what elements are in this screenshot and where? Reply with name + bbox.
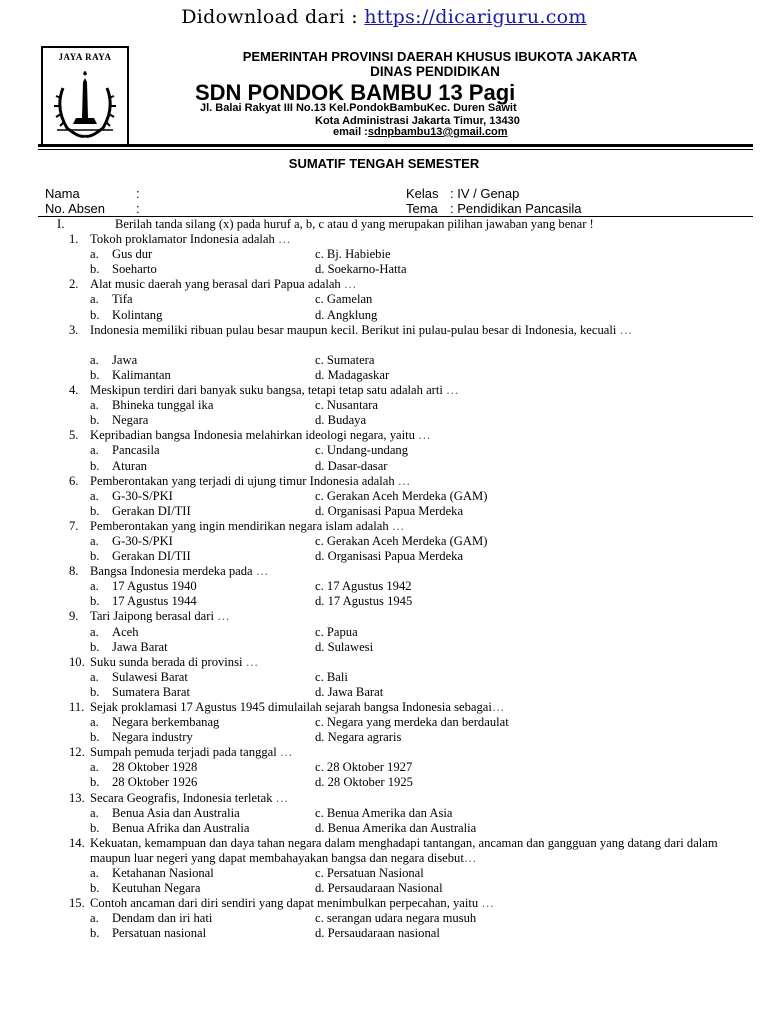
- question-number: 15.: [69, 896, 85, 911]
- option-d-text[interactable]: Persaudaraan nasional: [327, 926, 440, 941]
- option-letter-b[interactable]: b.: [90, 503, 100, 518]
- option-d[interactable]: [315, 775, 413, 790]
- option-c-text[interactable]: Negara yang merdeka dan berdaulat: [326, 715, 509, 730]
- option-letter-c[interactable]: c.: [315, 911, 327, 926]
- option-letter-c[interactable]: c.: [315, 624, 327, 639]
- school-name: SDN PONDOK BAMBU 13 Pagi: [195, 80, 516, 105]
- option-a[interactable]: Aceh: [112, 624, 139, 639]
- option-c[interactable]: [315, 398, 378, 413]
- option-letter-b[interactable]: b.: [90, 367, 100, 382]
- question-ellipsis: …: [616, 322, 633, 337]
- option-letter-d[interactable]: d.: [315, 730, 328, 745]
- question-text-body: Sumpah pemuda terjadi pada tanggal: [90, 745, 277, 760]
- question-text: [90, 655, 745, 670]
- question-ellipsis: …: [272, 790, 289, 805]
- school-address: Jl. Balai Rakyat III No.13 Kel.PondokBambuKec. Duren Sawit: [200, 102, 517, 114]
- question-text: [90, 323, 745, 338]
- option-c[interactable]: [315, 292, 372, 307]
- option-letter-c[interactable]: c.: [315, 398, 327, 413]
- question-number: 8.: [69, 564, 79, 579]
- option-a[interactable]: Bhineka tunggal ika: [112, 398, 214, 413]
- option-row: [0, 881, 768, 896]
- option-c-text[interactable]: Gerakan Aceh Merdeka (GAM): [326, 488, 488, 503]
- question-row: [0, 564, 768, 579]
- question-text: [90, 609, 745, 624]
- option-d[interactable]: [315, 685, 383, 700]
- option-c-text[interactable]: Persatuan Nasional: [326, 866, 424, 881]
- option-c[interactable]: [315, 670, 348, 685]
- question-number: 4.: [69, 383, 79, 398]
- option-row: [0, 262, 768, 277]
- question-number: 9.: [69, 609, 79, 624]
- instruction-number: I.: [57, 217, 65, 231]
- question-number: 3.: [69, 322, 79, 337]
- option-row: [0, 730, 768, 745]
- option-row: [0, 413, 768, 428]
- option-c-text[interactable]: 28 Oktober 1927: [326, 760, 413, 775]
- question-text-body: Suku sunda berada di provinsi: [90, 654, 243, 669]
- question-ellipsis: …: [394, 473, 411, 488]
- option-b[interactable]: Kolintang: [112, 307, 163, 322]
- question-text-body: Indonesia memiliki ribuan pulau besar maupun kecil. Berikut ini pulau-pulau besar di Indonesia, kecuali: [90, 322, 617, 337]
- option-d-text[interactable]: Organisasi Papua Merdeka: [327, 503, 464, 518]
- nama-separator: :: [136, 186, 140, 201]
- option-b[interactable]: Benua Afrika dan Australia: [112, 820, 250, 835]
- option-row: [0, 640, 768, 655]
- option-c-text[interactable]: Sumatera: [326, 352, 375, 367]
- monas-emblem-icon: [43, 48, 127, 145]
- option-letter-d[interactable]: d.: [315, 307, 327, 322]
- option-row: [0, 368, 768, 383]
- option-d-text[interactable]: Benua Amerika dan Australia: [327, 820, 477, 835]
- option-letter-d[interactable]: d.: [315, 881, 328, 896]
- question-text-body: Tari Jaipong berasal dari: [90, 609, 214, 624]
- option-c-text[interactable]: Bj. Habiebie: [326, 247, 391, 262]
- option-letter-a[interactable]: a.: [90, 292, 99, 307]
- option-letter-b[interactable]: b.: [90, 881, 100, 896]
- option-d-text[interactable]: Budaya: [327, 413, 367, 428]
- option-c[interactable]: [315, 760, 412, 775]
- option-row: [0, 670, 768, 685]
- option-c[interactable]: [315, 443, 408, 458]
- question-ellipsis: …: [478, 896, 494, 911]
- option-row: [0, 866, 768, 881]
- option-letter-a[interactable]: a.: [90, 866, 99, 881]
- option-row: [0, 579, 768, 594]
- option-d[interactable]: [315, 926, 440, 941]
- option-letter-d[interactable]: d.: [315, 262, 328, 277]
- option-letter-b[interactable]: b.: [90, 820, 100, 835]
- option-letter-a[interactable]: a.: [90, 352, 99, 367]
- question-text-body: Pemberontakan yang ingin mendirikan negara islam adalah: [90, 518, 389, 533]
- option-c-text[interactable]: Gamelan: [326, 292, 373, 307]
- question-text: [90, 745, 745, 760]
- question-text: [90, 564, 745, 579]
- option-letter-a[interactable]: a.: [90, 715, 99, 730]
- option-letter-b[interactable]: b.: [90, 730, 100, 745]
- question-ellipsis: …: [442, 383, 459, 398]
- option-row: [0, 926, 768, 941]
- question-row: [0, 277, 768, 292]
- option-letter-d[interactable]: d.: [315, 458, 328, 473]
- option-c[interactable]: [315, 715, 509, 730]
- option-row: [0, 806, 768, 821]
- option-c-text[interactable]: serangan udara negara musuh: [326, 911, 477, 926]
- option-d-text[interactable]: 28 Oktober 1925: [327, 775, 413, 790]
- question-ellipsis: …: [252, 564, 269, 579]
- option-letter-a[interactable]: a.: [90, 533, 99, 548]
- question-ellipsis: …: [213, 609, 230, 624]
- header-government: PEMERINTAH PROVINSI DAERAH KHUSUS IBUKOTA JAKARTA: [242, 49, 638, 64]
- option-a[interactable]: Jawa: [112, 352, 138, 367]
- option-letter-d[interactable]: d.: [315, 367, 328, 382]
- option-letter-c[interactable]: c.: [315, 715, 327, 730]
- logo-motto: JAYA RAYA: [58, 52, 112, 62]
- question-row: [0, 428, 768, 443]
- question-text: [90, 383, 745, 398]
- option-letter-b[interactable]: b.: [90, 775, 100, 790]
- option-c[interactable]: [315, 911, 476, 926]
- option-d-text[interactable]: Dasar-dasar: [327, 458, 388, 473]
- option-a[interactable]: Dendam dan iri hati: [112, 911, 213, 926]
- option-row: [0, 504, 768, 519]
- question-text: [90, 519, 745, 534]
- option-letter-a[interactable]: a.: [90, 624, 99, 639]
- option-d-text[interactable]: Madagaskar: [327, 367, 390, 382]
- option-letter-a[interactable]: a.: [90, 579, 99, 594]
- question-text: [90, 428, 745, 443]
- question-row: [0, 896, 768, 911]
- question-text-body: Meskipun terdiri dari banyak suku bangsa, tetapi tetap satu adalah arti: [90, 383, 443, 398]
- question-ellipsis: …: [463, 850, 477, 865]
- option-letter-d[interactable]: d.: [315, 503, 328, 518]
- option-letter-b[interactable]: b.: [90, 594, 100, 609]
- kelas-label: Kelas: [406, 186, 439, 201]
- option-d[interactable]: [315, 594, 412, 609]
- option-row: [0, 760, 768, 775]
- option-c-text[interactable]: Bali: [326, 669, 348, 684]
- option-letter-b[interactable]: b.: [90, 549, 100, 564]
- absen-label: No. Absen: [45, 201, 105, 216]
- question-text: [90, 474, 745, 489]
- option-b[interactable]: 17 Agustus 1944: [112, 594, 197, 609]
- question-number: 13.: [69, 790, 85, 805]
- option-letter-d[interactable]: d.: [315, 684, 328, 699]
- option-d[interactable]: [315, 459, 387, 474]
- question-row: [0, 323, 768, 353]
- email-label: email :: [333, 126, 368, 138]
- option-c[interactable]: [315, 866, 424, 881]
- question-number: 5.: [69, 428, 79, 443]
- question-ellipsis: …: [242, 654, 259, 669]
- option-a[interactable]: Sulawesi Barat: [112, 669, 188, 684]
- option-d[interactable]: [315, 504, 463, 519]
- option-row: [0, 549, 768, 564]
- option-letter-b[interactable]: b.: [90, 413, 100, 428]
- option-row: [0, 308, 768, 323]
- option-d[interactable]: [315, 368, 389, 383]
- question-row: [0, 609, 768, 624]
- option-b[interactable]: Jawa Barat: [112, 639, 168, 654]
- tema-label: Tema: [406, 201, 438, 216]
- option-c[interactable]: [315, 806, 452, 821]
- option-letter-c[interactable]: c.: [315, 760, 327, 775]
- question-text-body: Alat music daerah yang berasal dari Papua adalah: [90, 277, 341, 292]
- option-d[interactable]: [315, 262, 407, 277]
- option-d-text[interactable]: Jawa Barat: [327, 684, 384, 699]
- option-row: [0, 247, 768, 262]
- tema-value: : Pendidikan Pancasila: [450, 201, 582, 216]
- question-text-body: Contoh ancaman dari diri sendiri yang dapat menimbulkan perpecahan, yaitu: [90, 896, 479, 911]
- download-prefix: Didownload dari :: [181, 6, 365, 28]
- option-d-text[interactable]: 17 Agustus 1945: [327, 594, 413, 609]
- option-c-text[interactable]: Undang-undang: [326, 443, 409, 458]
- jakarta-logo: [41, 46, 129, 147]
- question-row: [0, 836, 768, 866]
- question-text: [90, 232, 745, 247]
- option-a[interactable]: Tifa: [112, 292, 133, 307]
- option-d[interactable]: [315, 549, 463, 564]
- option-row: [0, 443, 768, 458]
- option-row: [0, 398, 768, 413]
- question-number: 2.: [69, 277, 79, 292]
- option-a[interactable]: 28 Oktober 1928: [112, 760, 198, 775]
- option-letter-a[interactable]: a.: [90, 398, 99, 413]
- option-d-text[interactable]: Angklung: [326, 307, 378, 322]
- option-a[interactable]: G-30-S/PKI: [112, 488, 173, 503]
- option-letter-c[interactable]: c.: [315, 805, 327, 820]
- question-number: 7.: [69, 518, 79, 533]
- option-letter-d[interactable]: d.: [315, 549, 328, 564]
- question-text: [90, 896, 745, 911]
- question-row: [0, 519, 768, 534]
- option-letter-a[interactable]: a.: [90, 805, 99, 820]
- option-letter-c[interactable]: c.: [315, 443, 327, 458]
- option-letter-d[interactable]: d.: [315, 594, 328, 609]
- option-b[interactable]: Keutuhan Negara: [112, 881, 201, 896]
- question-text-body: Tokoh proklamator Indonesia adalah: [90, 232, 275, 247]
- option-b[interactable]: Negara: [112, 413, 149, 428]
- exam-title: SUMATIF TENGAH SEMESTER: [288, 156, 480, 171]
- option-b[interactable]: 28 Oktober 1926: [112, 775, 198, 790]
- option-c-text[interactable]: Gerakan Aceh Merdeka (GAM): [326, 533, 488, 548]
- option-letter-c[interactable]: c.: [315, 669, 327, 684]
- question-text-body: Kepribadian bangsa Indonesia melahirkan ideologi negara, yaitu: [90, 428, 415, 443]
- option-letter-a[interactable]: a.: [90, 760, 99, 775]
- option-row: [0, 489, 768, 504]
- question-row: [0, 745, 768, 760]
- option-c[interactable]: [315, 489, 487, 504]
- option-row: [0, 685, 768, 700]
- option-row: [0, 625, 768, 640]
- option-letter-a[interactable]: a.: [90, 443, 99, 458]
- option-c[interactable]: [315, 579, 412, 594]
- option-c-text[interactable]: Benua Amerika dan Asia: [326, 805, 453, 820]
- option-a[interactable]: G-30-S/PKI: [112, 533, 173, 548]
- option-d[interactable]: [315, 308, 377, 323]
- option-c[interactable]: [315, 247, 391, 262]
- question-row: [0, 474, 768, 489]
- option-letter-b[interactable]: b.: [90, 926, 100, 941]
- option-a[interactable]: Gus dur: [112, 247, 153, 262]
- option-d[interactable]: [315, 821, 476, 836]
- option-a[interactable]: Negara berkembanag: [112, 715, 220, 730]
- question-text-body: Bangsa Indonesia merdeka pada: [90, 564, 253, 579]
- question-number: 12.: [69, 745, 85, 760]
- option-letter-a[interactable]: a.: [90, 247, 99, 262]
- question-text-body: Kekuatan, kemampuan dan daya tahan negara dalam menghadapi tantangan, ancaman dan gangguan yang datang dari dalam maupun luar negeri yang dapat membahayakan bangsa dan negara disebut: [90, 835, 718, 865]
- option-b[interactable]: Soeharto: [112, 262, 157, 277]
- option-d-text[interactable]: Sulawesi: [327, 639, 374, 654]
- option-a[interactable]: Benua Asia dan Australia: [112, 805, 240, 820]
- option-letter-d[interactable]: d.: [315, 639, 328, 654]
- option-b[interactable]: Persatuan nasional: [112, 926, 207, 941]
- school-city: Kota Administrasi Jakarta Timur, 13430: [315, 115, 520, 127]
- header-divider-thin: [38, 149, 753, 150]
- question-text: [90, 836, 745, 866]
- question-number: 6.: [69, 473, 79, 488]
- option-row: [0, 775, 768, 790]
- option-row: [0, 715, 768, 730]
- question-ellipsis: …: [274, 232, 291, 247]
- option-row: [0, 353, 768, 368]
- option-b[interactable]: Kalimantan: [112, 367, 171, 382]
- option-row: [0, 911, 768, 926]
- option-letter-b[interactable]: b.: [90, 307, 100, 322]
- option-b[interactable]: Gerakan DI/TII: [112, 549, 191, 564]
- option-letter-a[interactable]: a.: [90, 488, 99, 503]
- download-banner: [0, 6, 768, 28]
- question-ellipsis: …: [414, 428, 431, 443]
- absen-separator: :: [136, 201, 140, 216]
- question-ellipsis: …: [491, 700, 505, 714]
- question-row: [0, 791, 768, 806]
- kelas-value: : IV / Genap: [450, 186, 520, 201]
- option-c[interactable]: [315, 353, 374, 368]
- question-text-body: Secara Geografis, Indonesia terletak: [90, 790, 273, 805]
- header-divider-thick: [38, 144, 753, 147]
- option-c-text[interactable]: Nusantara: [326, 398, 378, 413]
- school-email-line: [333, 126, 633, 138]
- option-letter-b[interactable]: b.: [90, 458, 100, 473]
- option-d[interactable]: [315, 640, 373, 655]
- question-ellipsis: …: [276, 745, 293, 760]
- question-row: [0, 383, 768, 398]
- option-b[interactable]: Negara industry: [112, 730, 193, 745]
- option-c[interactable]: [315, 625, 358, 640]
- option-letter-d[interactable]: d.: [315, 775, 328, 790]
- question-text-body: Sejak proklamasi 17 Agustus 1945 dimulailah sejarah bangsa Indonesia sebagai: [90, 700, 492, 714]
- option-letter-d[interactable]: d.: [315, 820, 328, 835]
- option-c-text[interactable]: Papua: [326, 624, 358, 639]
- option-c[interactable]: [315, 534, 487, 549]
- option-letter-b[interactable]: b.: [90, 684, 100, 699]
- option-d-text[interactable]: Persaudaraan Nasional: [327, 881, 443, 896]
- option-letter-d[interactable]: d.: [315, 926, 328, 941]
- option-letter-c[interactable]: c.: [315, 292, 327, 307]
- question-number: 11.: [69, 700, 85, 714]
- option-b[interactable]: Sumatera Barat: [112, 684, 190, 699]
- question-text: [90, 700, 745, 715]
- option-d-text[interactable]: Organisasi Papua Merdeka: [327, 549, 464, 564]
- email-address: sdnpbambu13@gmail.com: [367, 126, 508, 138]
- option-b[interactable]: Gerakan DI/TII: [112, 503, 191, 518]
- option-a[interactable]: Pancasila: [112, 443, 160, 458]
- option-letter-c[interactable]: c.: [315, 866, 327, 881]
- option-d[interactable]: [315, 413, 366, 428]
- option-letter-c[interactable]: c.: [315, 579, 327, 594]
- option-row: [0, 292, 768, 307]
- instruction-text: Berilah tanda silang (x) pada huruf a, b, c atau d yang merupakan pilihan jawaban yang benar !: [115, 217, 594, 231]
- option-letter-b[interactable]: b.: [90, 639, 100, 654]
- option-row: [0, 821, 768, 836]
- option-letter-a[interactable]: a.: [90, 911, 99, 926]
- question-ellipsis: …: [388, 518, 405, 533]
- question-row: [0, 700, 768, 715]
- question-list: [0, 217, 768, 942]
- instruction-row: [0, 217, 768, 232]
- option-letter-b[interactable]: b.: [90, 262, 100, 277]
- option-letter-d[interactable]: d.: [315, 413, 328, 428]
- option-row: [0, 459, 768, 474]
- option-letter-c[interactable]: c.: [315, 352, 327, 367]
- question-text: [90, 277, 745, 292]
- question-ellipsis: …: [340, 277, 357, 292]
- question-number: 10.: [69, 654, 85, 669]
- question-number: 14.: [69, 835, 85, 850]
- header-department: DINAS PENDIDIKAN: [370, 64, 500, 79]
- nama-label: Nama: [45, 186, 80, 201]
- option-d[interactable]: [315, 881, 443, 896]
- option-c-text[interactable]: 17 Agustus 1942: [326, 579, 412, 594]
- download-link[interactable]: https://dicariguru.com: [364, 6, 587, 28]
- option-letter-c[interactable]: c.: [315, 488, 327, 503]
- option-a[interactable]: Ketahanan Nasional: [112, 866, 214, 881]
- option-d-text[interactable]: Negara agraris: [327, 730, 402, 745]
- option-b[interactable]: Aturan: [112, 458, 147, 473]
- option-letter-c[interactable]: c.: [315, 533, 327, 548]
- question-row: [0, 655, 768, 670]
- option-row: [0, 594, 768, 609]
- option-letter-a[interactable]: a.: [90, 669, 99, 684]
- question-text: [90, 791, 745, 806]
- question-text-body: Pemberontakan yang terjadi di ujung timur Indonesia adalah: [90, 473, 395, 488]
- question-row: [0, 232, 768, 247]
- option-d[interactable]: [315, 730, 401, 745]
- option-a[interactable]: 17 Agustus 1940: [112, 579, 197, 594]
- option-letter-c[interactable]: c.: [315, 247, 327, 262]
- question-number: 1.: [69, 232, 79, 247]
- option-row: [0, 534, 768, 549]
- option-d-text[interactable]: Soekarno-Hatta: [327, 262, 407, 277]
